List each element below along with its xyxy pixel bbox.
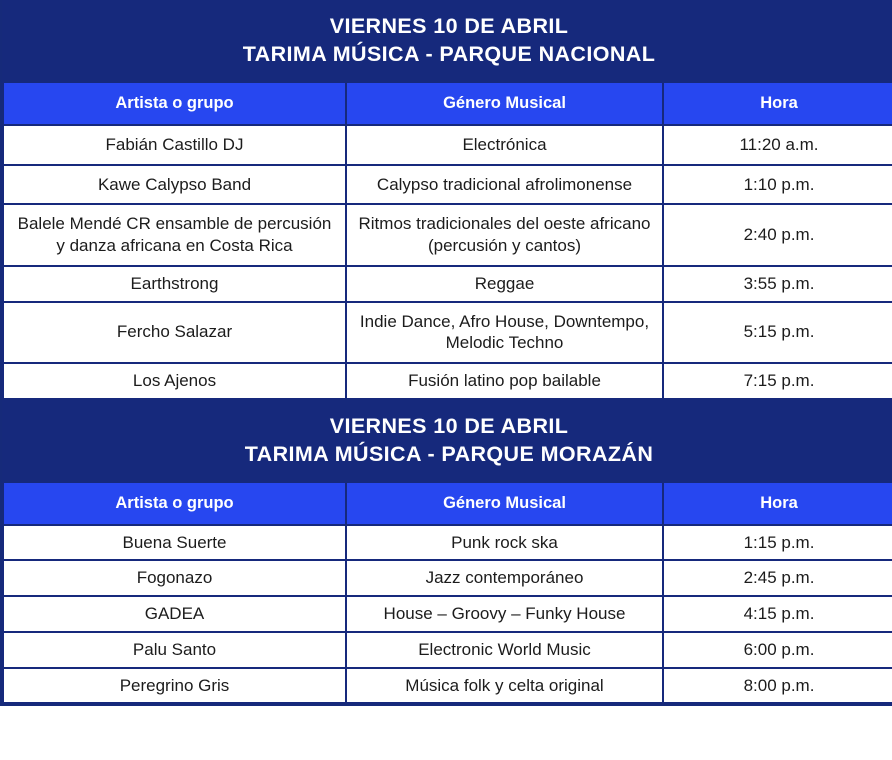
cell-genre: Reggae: [346, 266, 663, 302]
section-title: [3, 1, 892, 82]
cell-time: 1:10 p.m.: [663, 165, 892, 205]
cell-genre: Electronic World Music: [346, 632, 663, 668]
cell-artist: Kawe Calypso Band: [3, 165, 346, 205]
table-row: [3, 363, 892, 399]
table-row: [3, 668, 892, 704]
column-headers: [3, 482, 892, 525]
cell-time: 8:00 p.m.: [663, 668, 892, 704]
section-title-line1: VIERNES 10 DE ABRIL: [329, 14, 569, 38]
cell-time: 2:40 p.m.: [663, 204, 892, 266]
cell-genre: Ritmos tradicionales del oeste africano (percusión y cantos): [346, 204, 663, 266]
table-row: [3, 525, 892, 561]
section-title-line1: VIERNES 10 DE ABRIL: [329, 413, 569, 438]
cell-time: 3:55 p.m.: [663, 266, 892, 302]
column-header-time: Hora: [663, 482, 892, 525]
section-header-parque-morazan: [3, 401, 892, 482]
column-header-time: Hora: [663, 82, 892, 125]
table-row: [3, 165, 892, 205]
cell-artist: Peregrino Gris: [3, 668, 346, 704]
section-title-line2: TARIMA MÚSICA - PARQUE NACIONAL: [242, 42, 656, 67]
cell-artist: GADEA: [3, 596, 346, 632]
column-header-genre: Género Musical: [346, 482, 663, 525]
column-header-artist: Artista o grupo: [3, 82, 346, 125]
cell-genre: Música folk y celta original: [346, 668, 663, 704]
section-header-parque-nacional: [3, 1, 892, 82]
cell-artist: Balele Mendé CR ensamble de percusión y danza africana en Costa Rica: [3, 204, 346, 266]
table-row: [3, 125, 892, 165]
cell-artist: Fercho Salazar: [3, 302, 346, 364]
cell-genre: Calypso tradicional afrolimonense: [346, 165, 663, 205]
cell-artist: Buena Suerte: [3, 525, 346, 561]
cell-time: 6:00 p.m.: [663, 632, 892, 668]
cell-genre: House – Groovy – Funky House: [346, 596, 663, 632]
cell-time: 4:15 p.m.: [663, 596, 892, 632]
cell-artist: Earthstrong: [3, 266, 346, 302]
table-row: [3, 596, 892, 632]
table-row: [3, 266, 892, 302]
cell-artist: Palu Santo: [3, 632, 346, 668]
cell-time: 11:20 a.m.: [663, 125, 892, 165]
cell-artist: Fogonazo: [3, 560, 346, 596]
section-title-line2: TARIMA MÚSICA - PARQUE MORAZÁN: [244, 442, 654, 467]
section-title: [3, 401, 892, 482]
table-row: [3, 204, 892, 266]
cell-time: 7:15 p.m.: [663, 363, 892, 399]
column-header-artist: Artista o grupo: [3, 482, 346, 525]
cell-genre: Jazz contemporáneo: [346, 560, 663, 596]
table-row: [3, 632, 892, 668]
column-headers: [3, 82, 892, 125]
table-row: [3, 560, 892, 596]
cell-genre: Electrónica: [346, 125, 663, 165]
schedule-rows: [3, 525, 892, 704]
schedule-table-parque-nacional: [2, 0, 892, 400]
schedule-table-parque-morazan: [2, 400, 892, 705]
cell-time: 2:45 p.m.: [663, 560, 892, 596]
column-header-genre: Género Musical: [346, 82, 663, 125]
cell-genre: Indie Dance, Afro House, Downtempo, Melodic Techno: [346, 302, 663, 364]
cell-time: 5:15 p.m.: [663, 302, 892, 364]
cell-genre: Fusión latino pop bailable: [346, 363, 663, 399]
cell-time: 1:15 p.m.: [663, 525, 892, 561]
schedule-rows: [3, 125, 892, 399]
cell-artist: Los Ajenos: [3, 363, 346, 399]
table-row: [3, 302, 892, 364]
cell-artist: Fabián Castillo DJ: [3, 125, 346, 165]
cell-genre: Punk rock ska: [346, 525, 663, 561]
